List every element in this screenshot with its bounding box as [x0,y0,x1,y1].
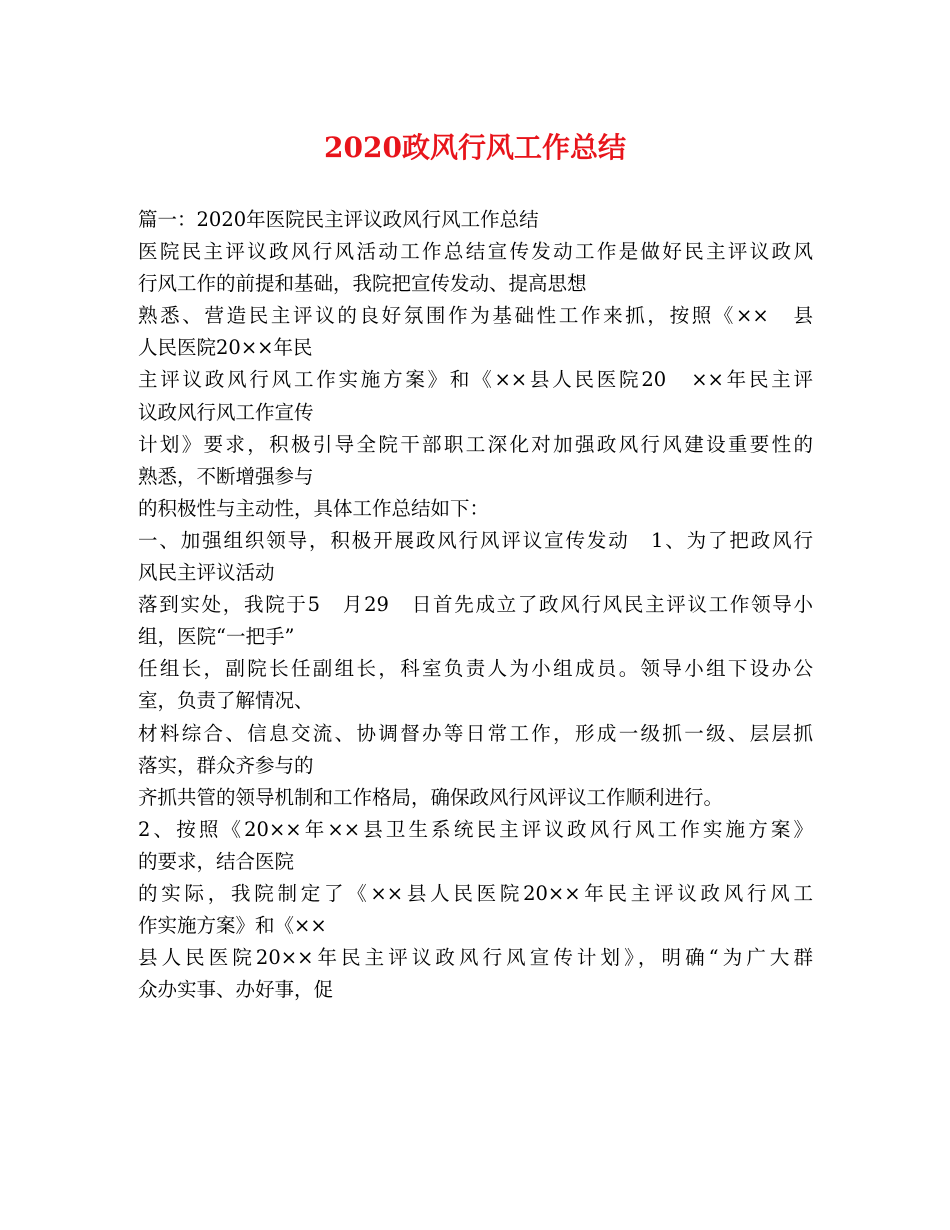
body-line: 熟悉，不断增强参与 [138,464,314,488]
body-line: 的实际，我院制定了《××县人民医院20××年民主评议政风行风工 [138,881,813,905]
body-line: 篇一：2020年医院民主评议政风行风工作总结 [138,208,539,231]
body-line: 组，医院“一把手” [138,625,295,649]
body-line: 室，负责了解情况、 [138,689,314,713]
body-line: 的要求，结合医院 [138,849,295,873]
body-line: 县人民医院20××年民主评议政风行风宣传计划》，明确“为广大群 [138,946,813,970]
body-line: 任组长，副院长任副组长，科室负责人为小组成员。领导小组下设办公 [138,657,813,681]
body-line: 主评议政风行风工作实施方案》和《××县人民医院20 ××年民主评 [138,368,813,392]
body-line: 落实，群众齐参与的 [138,753,314,777]
document-body [138,204,828,1006]
body-line: 人民医院20××年民 [138,336,313,360]
body-line: 作实施方案》和《×× [138,914,327,938]
body-line: 计划》要求，积极引导全院干部职工深化对加强政风行风建设重要性的 [138,432,813,456]
body-line: 材料综合、信息交流、协调督办等日常工作，形成一级抓一级、层层抓 [138,721,813,745]
body-line: 的积极性与主动性，具体工作总结如下： [138,496,490,520]
body-line: 熟悉、营造民主评议的良好氛围作为基础性工作来抓，按照《×× 县 [138,304,813,328]
body-line: 齐抓共管的领导机制和工作格局，确保政风行风评议工作顺利进行。 [138,785,724,809]
body-line: 行风工作的前提和基础，我院把宣传发动、提高思想 [138,272,587,296]
body-line: 医院民主评议政风行风活动工作总结宣传发动工作是做好民主评议政风 [138,240,813,264]
body-line: 众办实事、办好事，促 [138,978,334,1002]
body-line: 议政风行风工作宣传 [138,400,314,424]
body-line: 2、按照《20××年××县卫生系统民主评议政风行风工作实施方案》 [138,817,813,841]
body-line: 风民主评议活动 [138,561,275,585]
document-title: 2020政风行风工作总结 [324,131,626,164]
body-line: 落到实处，我院于5 月29 日首先成立了政风行风民主评议工作领导小 [138,593,813,617]
body-line: 一、加强组织领导，积极开展政风行风评议宣传发动 1、为了把政风行 [138,528,813,552]
